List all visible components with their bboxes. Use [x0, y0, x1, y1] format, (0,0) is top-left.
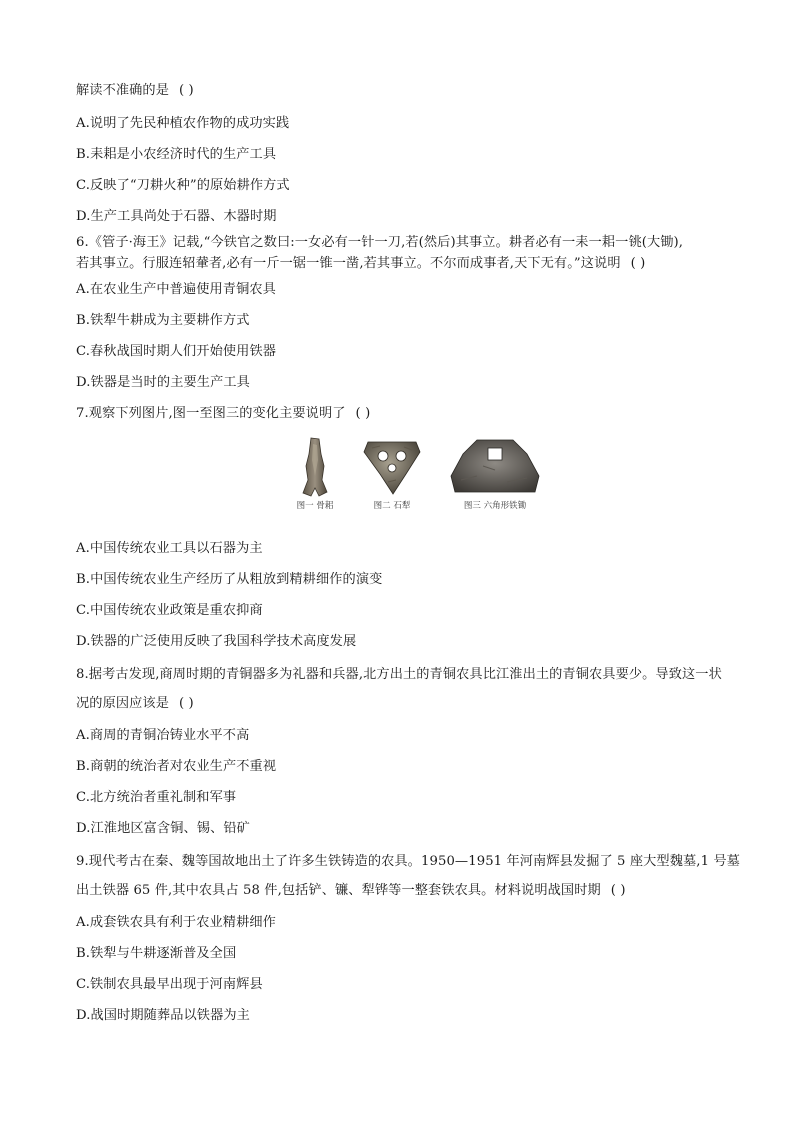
q8-option-d[interactable]: D.江淮地区富含铜、锡、铅矿: [76, 821, 250, 836]
figure-1: [290, 436, 340, 511]
q9-stem-line2: 出土铁器 65 件,其中农具占 58 件,包括铲、镰、犁铧等一整套铁农具。材料说明战国时期 ( ): [76, 883, 626, 898]
q8-option-b[interactable]: B.商朝的统治者对农业生产不重视: [76, 759, 277, 774]
q6-stem-line2: 若其事立。行服连轺輂者,必有一斤一锯一锥一凿,若其事立。不尔而成事者,天下无有。”这说明 ( ): [76, 256, 646, 271]
q6-option-a[interactable]: A.在农业生产中普遍使用青铜农具: [76, 282, 276, 297]
q8-stem-line2: 况的原因应该是 ( ): [76, 696, 194, 711]
q6-option-c[interactable]: C.春秋战国时期人们开始使用铁器: [76, 344, 277, 359]
q5-option-a[interactable]: A.说明了先民种植农作物的成功实践: [76, 116, 290, 131]
answer-paren[interactable]: ( ): [610, 883, 626, 898]
figure-3-caption: 图三 六角形铁锄: [463, 501, 527, 511]
q9-option-c[interactable]: C.铁制农具最早出现于河南辉县: [76, 977, 263, 992]
q9-option-b[interactable]: B.铁犁与牛耕逐渐普及全国: [76, 946, 237, 961]
q6-stem-line1: 6.《管子·海王》记载,“今铁官之数曰:一女必有一针一刀,若(然后)其事立。耕者必有一耒一耜一铫(大锄),: [76, 235, 684, 250]
figure-2: [358, 436, 426, 511]
q8-option-c[interactable]: C.北方统治者重礼制和军事: [76, 790, 237, 805]
figure-2-caption: 图二 石犁: [373, 501, 411, 511]
q7-option-d[interactable]: D.铁器的广泛使用反映了我国科学技术高度发展: [76, 634, 357, 649]
iron-hoe-icon: [447, 436, 543, 498]
q7-option-c[interactable]: C.中国传统农业政策是重农抑商: [76, 603, 263, 618]
q5-option-b[interactable]: B.耒耜是小农经济时代的生产工具: [76, 147, 277, 162]
q5-option-c[interactable]: C.反映了“刀耕火种”的原始耕作方式: [76, 178, 290, 193]
figure-3: [440, 436, 550, 511]
q5-stem: 解读不准确的是 ( ): [76, 83, 194, 98]
q6-option-b[interactable]: B.铁犁牛耕成为主要耕作方式: [76, 313, 250, 328]
answer-paren[interactable]: ( ): [630, 256, 646, 271]
q6-option-d[interactable]: D.铁器是当时的主要生产工具: [76, 375, 250, 390]
bone-spade-icon: [297, 436, 333, 498]
q7-stem: 7.观察下列图片,图一至图三的变化主要说明了 ( ): [76, 406, 371, 421]
q7-option-a[interactable]: A.中国传统农业工具以石器为主: [76, 541, 263, 556]
figure-1-caption: 图一 骨耜: [296, 501, 334, 511]
q9-stem-line1: 9.现代考古在秦、魏等国故地出土了许多生铁铸造的农具。1950—1951 年河南辉县发掘了 5 座大型魏墓,1 号墓: [76, 854, 740, 869]
answer-paren[interactable]: ( ): [179, 696, 194, 711]
q9-option-a[interactable]: A.成套铁农具有利于农业精耕细作: [76, 915, 276, 930]
q5-option-d[interactable]: D.生产工具尚处于石器、木器时期: [76, 209, 277, 224]
answer-paren[interactable]: ( ): [355, 406, 371, 421]
q7-figure-row: [280, 436, 560, 526]
q7-option-b[interactable]: B.中国传统农业生产经历了从粗放到精耕细作的演变: [76, 572, 383, 587]
q9-option-d[interactable]: D.战国时期随葬品以铁器为主: [76, 1008, 250, 1023]
answer-paren[interactable]: ( ): [179, 83, 194, 98]
q8-stem-line1: 8.据考古发现,商周时期的青铜器多为礼器和兵器,北方出土的青铜农具比江淮出土的青铜农具要少。导致这一状: [76, 667, 722, 682]
stone-plow-icon: [360, 436, 424, 498]
q8-option-a[interactable]: A.商周的青铜冶铸业水平不高: [76, 728, 250, 743]
